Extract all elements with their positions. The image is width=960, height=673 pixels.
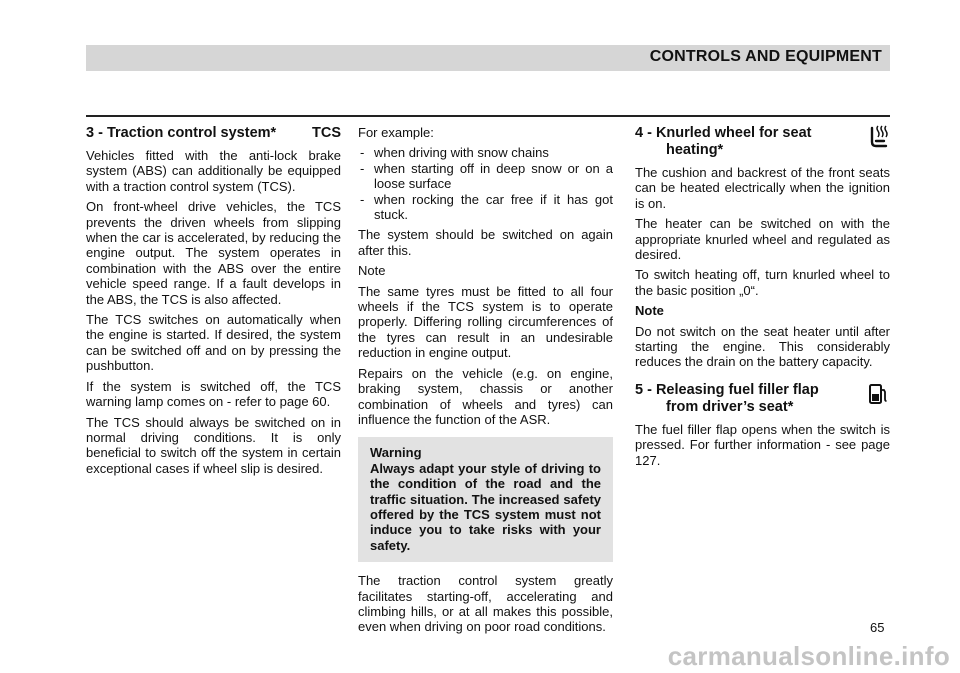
list-item: - when rocking the car free if it has got stuck. [358, 192, 613, 223]
section-3-heading [86, 125, 341, 142]
section-4-note-text: Do not switch on the seat heater until after starting the engine. This considerably reduces the drain on the battery capacity. [635, 323, 890, 370]
list-item: - when starting off in deep snow or on a loose surface [358, 161, 613, 192]
list-item: - when driving with snow chains [358, 145, 613, 160]
warning-box [358, 437, 613, 562]
section-3-paragraph: The TCS switches on automatically when the engine is started. If desired, the system can be switched off and on by pressing the pushbutton. [86, 312, 341, 374]
section-4-note-label: Note [635, 303, 664, 319]
section-3-paragraph: On front-wheel drive vehicles, the TCS prevents the driven wheels from slipping when the car is accelerated, by reducing the engine output. The system operates in combination with the ABS over the entire vehicle speed range. If a fault develops in the ABS, the TCS is also affected. [86, 199, 341, 307]
seat-heating-icon [866, 125, 890, 149]
header-rule [86, 115, 890, 117]
column-3 [635, 125, 890, 473]
examples-intro: For example: [358, 125, 434, 140]
page-number: 65 [870, 620, 885, 635]
page-header-title: CONTROLS AND EQUIPMENT [649, 48, 882, 65]
section-3-paragraph: The TCS should always be switched on in normal driving conditions. It is only beneficial to switch off the system in certain exceptional cases if wheel slip is desired. [86, 414, 341, 476]
section-4-paragraph: The heater can be switched on with the appropriate knurled wheel and regulated as desired. [635, 216, 890, 263]
warning-text: Always adapt your style of driving to the condition of the road and the traffic situation. The increased safety offered by the TCS system must not induce you to take risks with your safety. [370, 460, 601, 553]
closing-paragraph: The traction control system greatly facilitates starting-off, accelerating and climbing hills, or at all makes this possible, even when driving on poor road conditions. [358, 573, 613, 635]
column-1 [86, 125, 341, 481]
section-4-heading [635, 125, 890, 159]
warning-label: Warning [370, 445, 422, 461]
section-4-title-line2: heating* [666, 142, 724, 158]
note-paragraph: The same tyres must be fitted to all four wheels if the TCS system is to operate properly. Differing rolling circumferences of the tyres can result in an undesirable reduction in engine output. [358, 283, 613, 361]
section-5-heading [635, 382, 890, 416]
column-2 [358, 125, 613, 640]
section-4-paragraph: The cushion and backrest of the front seats can be heated electrically when the ignition is on. [635, 165, 890, 211]
header-bar [86, 45, 890, 71]
watermark-text: carmanualsonline.info [667, 641, 950, 671]
section-5-paragraph: The fuel filler flap opens when the switch is pressed. For further information - see page 127. [635, 421, 890, 468]
after-examples-text: The system should be switched on again after this. [358, 227, 613, 258]
section-3-title: 3 - Traction control system* [86, 125, 277, 141]
section-4-paragraph: To switch heating off, turn knurled wheel to the basic position „0“. [635, 267, 890, 298]
note-label: Note [358, 263, 386, 279]
section-5-title-line1: 5 - Releasing fuel filler flap [635, 381, 819, 398]
fuel-pump-icon [866, 382, 890, 406]
section-4-title-line1: 4 - Knurled wheel for seat [635, 125, 812, 141]
section-3-abbrev: TCS [312, 125, 341, 141]
section-3-paragraph: Vehicles fitted with the anti-lock brake system (ABS) can additionally be equipped with a traction control system (TCS). [86, 148, 341, 194]
examples-list [358, 145, 613, 222]
section-3-paragraph: If the system is switched off, the TCS warning lamp comes on - refer to page 60. [86, 378, 341, 410]
note-paragraph: Repairs on the vehicle (e.g. on engine, braking system, chassis or another combination of wheels and tyres) can influence the function of the ASR. [358, 365, 613, 427]
section-5-title-line2: from driver’s seat* [666, 398, 794, 415]
